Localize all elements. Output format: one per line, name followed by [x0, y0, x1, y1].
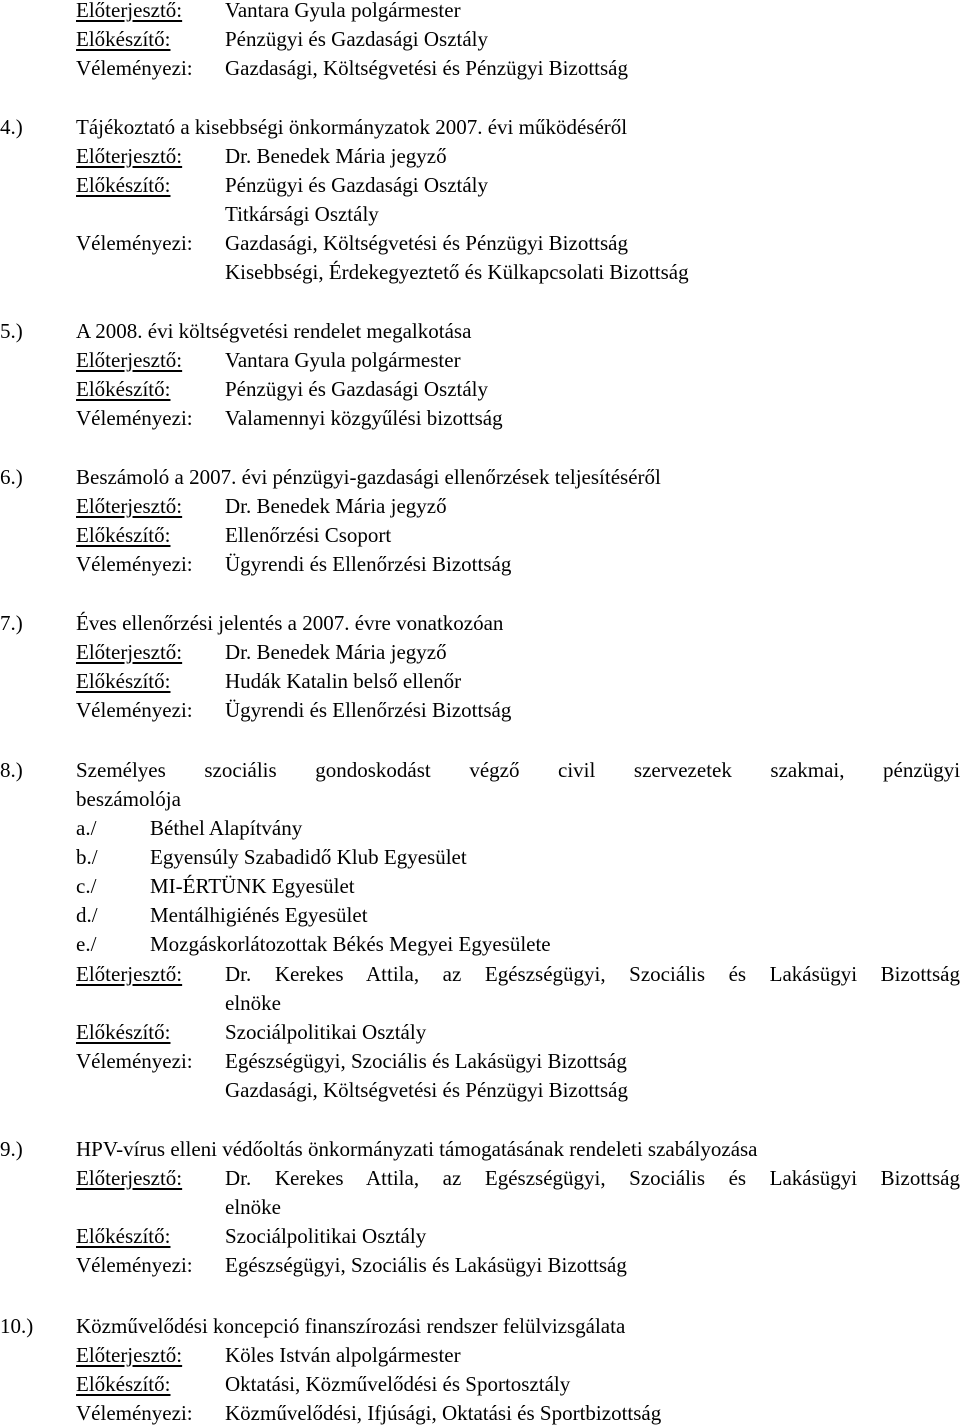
item9-elokeszito: Szociálpolitikai Osztály	[225, 1224, 427, 1248]
label-velemenyezi: Véleményezi:	[76, 56, 193, 80]
item-number: 7.)	[0, 611, 23, 635]
item-number: 6.)	[0, 465, 23, 489]
subitem-letter: e./	[76, 932, 97, 956]
item4-elokeszito-2: Titkársági Osztály	[225, 202, 379, 226]
item8-velemenyezi-2: Gazdasági, Költségvetési és Pénzügyi Bizottság	[225, 1078, 628, 1102]
label-velemenyezi: Véleményezi:	[76, 1253, 193, 1277]
item-title: Közművelődési koncepció finanszírozási rendszer felülvizsgálata	[76, 1314, 626, 1338]
label-elokeszito: Előkészítő:	[76, 27, 171, 51]
presenter-word: Dr.	[225, 962, 252, 986]
label-elokeszito: Előkészítő:	[76, 1372, 171, 1396]
presenter-word: Szociális	[629, 962, 705, 986]
item6-velemenyezi: Ügyrendi és Ellenőrzési Bizottság	[225, 552, 512, 576]
item8-eloterjeszto-justified	[225, 962, 960, 986]
title-word: Személyes	[76, 758, 166, 782]
presenter-word: Attila,	[366, 1166, 420, 1190]
item10-eloterjeszto: Köles István alpolgármester	[225, 1343, 461, 1367]
item9-eloterjeszto-line2: elnöke	[225, 1195, 281, 1219]
presenter-word: Bizottság	[880, 962, 960, 986]
subitem-text: Béthel Alapítvány	[150, 816, 303, 840]
label-eloterjeszto: Előterjesztő:	[76, 494, 183, 518]
title-word: gondoskodást	[315, 758, 431, 782]
title-word: civil	[558, 758, 596, 782]
subitem-letter: d./	[76, 903, 98, 927]
item-number: 4.)	[0, 115, 23, 139]
item4-eloterjeszto: Dr. Benedek Mária jegyző	[225, 144, 447, 168]
item8-velemenyezi-1: Egészségügyi, Szociális és Lakásügyi Bizottság	[225, 1049, 627, 1073]
title-word: végző	[469, 758, 520, 782]
label-velemenyezi: Véleményezi:	[76, 406, 193, 430]
item7-elokeszito: Hudák Katalin belső ellenőr	[225, 669, 462, 693]
label-elokeszito: Előkészítő:	[76, 1224, 171, 1248]
label-velemenyezi: Véleményezi:	[76, 1049, 193, 1073]
label-elokeszito: Előkészítő:	[76, 523, 171, 547]
subitem-text: Mentálhigiénés Egyesület	[150, 903, 368, 927]
presenter-word: Kerekes	[274, 1166, 344, 1190]
block0-elokeszito: Pénzügyi és Gazdasági Osztály	[225, 27, 489, 51]
presenter-word: Kerekes	[274, 962, 344, 986]
item4-velemenyezi-1: Gazdasági, Költségvetési és Pénzügyi Bizottság	[225, 231, 628, 255]
label-eloterjeszto: Előterjesztő:	[76, 144, 183, 168]
item6-eloterjeszto: Dr. Benedek Mária jegyző	[225, 494, 447, 518]
title-word: szociális	[204, 758, 277, 782]
item-number: 8.)	[0, 758, 23, 782]
item-title: Beszámoló a 2007. évi pénzügyi-gazdasági ellenőrzések teljesítéséről	[76, 465, 661, 489]
label-eloterjeszto: Előterjesztő:	[76, 1166, 183, 1190]
label-elokeszito: Előkészítő:	[76, 669, 171, 693]
presenter-word: Szociális	[629, 1166, 705, 1190]
label-eloterjeszto: Előterjesztő:	[76, 1343, 183, 1367]
item-number: 5.)	[0, 319, 23, 343]
presenter-word: az	[442, 962, 462, 986]
label-velemenyezi: Véleményezi:	[76, 698, 193, 722]
item-number: 10.)	[0, 1314, 34, 1338]
item4-elokeszito-1: Pénzügyi és Gazdasági Osztály	[225, 173, 489, 197]
item8-eloterjeszto-line2: elnöke	[225, 991, 281, 1015]
presenter-word: és	[728, 1166, 747, 1190]
item8-elokeszito: Szociálpolitikai Osztály	[225, 1020, 427, 1044]
item9-eloterjeszto-justified	[225, 1166, 960, 1190]
presenter-word: Lakásügyi	[769, 1166, 858, 1190]
label-velemenyezi: Véleményezi:	[76, 1401, 193, 1425]
subitem-text: MI-ÉRTÜNK Egyesület	[150, 874, 355, 898]
presenter-word: az	[442, 1166, 462, 1190]
item-title: HPV-vírus elleni védőoltás önkormányzati támogatásának rendeleti szabályozása	[76, 1137, 758, 1161]
presenter-word: Dr.	[225, 1166, 252, 1190]
presenter-word: Egészségügyi,	[484, 962, 606, 986]
title-word: szervezetek	[633, 758, 732, 782]
item-number: 9.)	[0, 1137, 23, 1161]
item-title: Éves ellenőrzési jelentés a 2007. évre vonatkozóan	[76, 611, 504, 635]
subitem-text: Mozgáskorlátozottak Békés Megyei Egyesülete	[150, 932, 551, 956]
presenter-word: Egészségügyi,	[484, 1166, 606, 1190]
subitem-letter: b./	[76, 845, 98, 869]
label-velemenyezi: Véleményezi:	[76, 552, 193, 576]
subitem-text: Egyensúly Szabadidő Klub Egyesület	[150, 845, 467, 869]
label-eloterjeszto: Előterjesztő:	[76, 962, 183, 986]
item10-velemenyezi: Közművelődési, Ifjúsági, Oktatási és Sportbizottság	[225, 1401, 662, 1425]
block0-eloterjeszto: Vantara Gyula polgármester	[225, 0, 461, 22]
item-title-line2: beszámolója	[76, 787, 181, 811]
title-word: szakmai,	[770, 758, 845, 782]
subitem-letter: a./	[76, 816, 97, 840]
item7-velemenyezi: Ügyrendi és Ellenőrzési Bizottság	[225, 698, 512, 722]
item5-eloterjeszto: Vantara Gyula polgármester	[225, 348, 461, 372]
block0-velemenyezi: Gazdasági, Költségvetési és Pénzügyi Bizottság	[225, 56, 628, 80]
item-title: Tájékoztató a kisebbségi önkormányzatok 2007. évi működéséről	[76, 115, 628, 139]
presenter-word: Lakásügyi	[769, 962, 858, 986]
item9-velemenyezi: Egészségügyi, Szociális és Lakásügyi Bizottság	[225, 1253, 627, 1277]
presenter-word: és	[728, 962, 747, 986]
item5-velemenyezi: Valamennyi közgyűlési bizottság	[225, 406, 503, 430]
label-velemenyezi: Véleményezi:	[76, 231, 193, 255]
item10-elokeszito: Oktatási, Közművelődési és Sportosztály	[225, 1372, 571, 1396]
title-word: pénzügyi	[883, 758, 960, 782]
item7-eloterjeszto: Dr. Benedek Mária jegyző	[225, 640, 447, 664]
label-eloterjeszto: Előterjesztő:	[76, 640, 183, 664]
item6-elokeszito: Ellenőrzési Csoport	[225, 523, 392, 547]
subitem-letter: c./	[76, 874, 97, 898]
presenter-word: Attila,	[366, 962, 420, 986]
label-elokeszito: Előkészítő:	[76, 1020, 171, 1044]
label-elokeszito: Előkészítő:	[76, 377, 171, 401]
item5-elokeszito: Pénzügyi és Gazdasági Osztály	[225, 377, 489, 401]
item-title: A 2008. évi költségvetési rendelet megalkotása	[76, 319, 472, 343]
item-title-justified	[76, 758, 960, 782]
label-eloterjeszto: Előterjesztő:	[76, 0, 183, 22]
presenter-word: Bizottság	[880, 1166, 960, 1190]
label-elokeszito: Előkészítő:	[76, 173, 171, 197]
item4-velemenyezi-2: Kisebbségi, Érdekegyeztető és Külkapcsolati Bizottság	[225, 260, 689, 284]
label-eloterjeszto: Előterjesztő:	[76, 348, 183, 372]
